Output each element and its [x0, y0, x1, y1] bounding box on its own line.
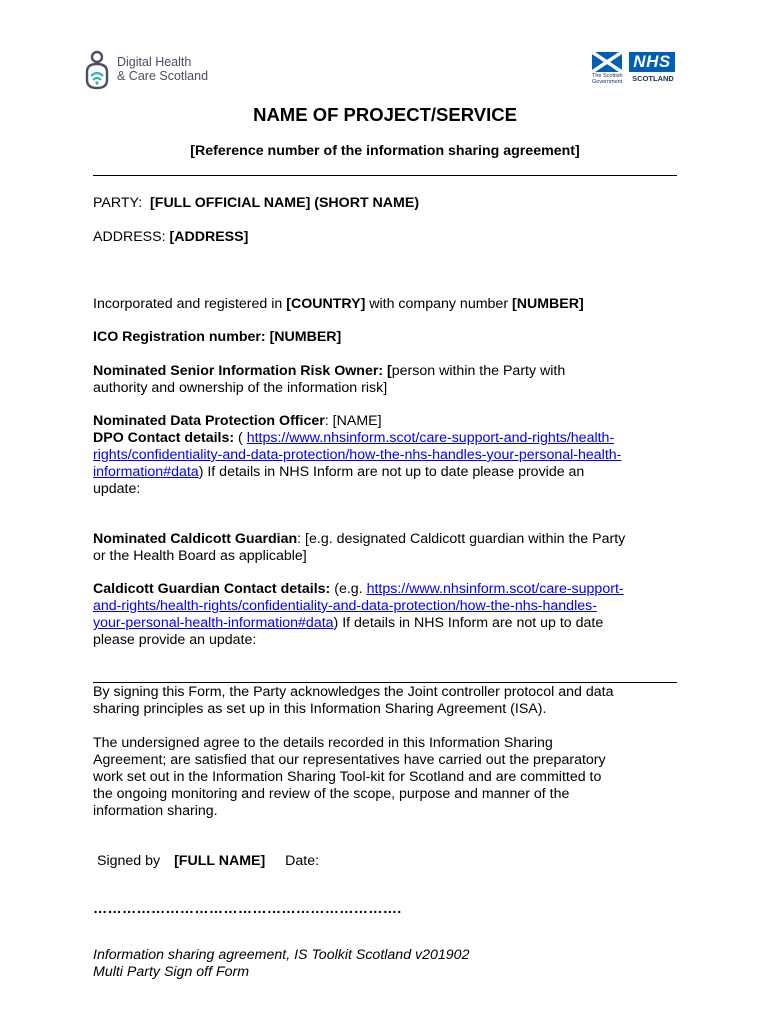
address-value: [ADDRESS] — [169, 229, 249, 245]
dpo-contact-label: DPO Contact details: — [93, 430, 235, 446]
cg-contact-open: (e.g. — [330, 581, 367, 597]
signing-line2: sharing principles as set up in this Information Sharing Agreement (ISA). — [93, 701, 547, 717]
signature-line: ………………………………………………………. — [93, 901, 402, 917]
cg-contact-field — [93, 581, 683, 649]
dpo-field — [93, 413, 683, 498]
address-field — [93, 229, 683, 246]
divider-bottom — [93, 682, 677, 683]
signing-paragraph — [93, 684, 683, 718]
footer-line2: Multi Party Sign off Form — [93, 964, 250, 980]
nhs-logo: NHS — [629, 52, 675, 72]
nhs-scotland-wordmark: SCOTLAND — [632, 74, 674, 83]
undersigned-line2: Agreement; are satisfied that our representatives have carried out the preparatory — [93, 752, 606, 768]
saltire-flag-icon — [592, 52, 622, 72]
dhcs-wordmark-line2: & Care Scotland — [117, 69, 209, 83]
cg-link-part3[interactable]: your-personal-health-information#data — [93, 615, 334, 631]
ico-registration: ICO Registration number: [NUMBER] — [93, 329, 342, 345]
dhcs-person-icon — [82, 50, 112, 90]
caldicott-line2: or the Health Board as applicable] — [93, 548, 307, 564]
page-subtitle: [Reference number of the information sharing agreement] — [190, 143, 580, 159]
document-footer — [93, 947, 683, 981]
party-field — [93, 195, 683, 212]
signed-by-line — [97, 853, 687, 870]
gov-wordmark-line2: Government — [592, 79, 623, 85]
undersigned-line5: information sharing. — [93, 803, 218, 819]
undersigned-paragraph — [93, 735, 683, 820]
signed-by-name: [FULL NAME] — [174, 853, 266, 869]
party-value: [FULL OFFICIAL NAME] (SHORT NAME) — [150, 195, 420, 211]
incorporated-country: [COUNTRY] — [286, 296, 366, 312]
incorporated-middle: with company number — [365, 296, 512, 312]
siro-line1: person within the Party with — [391, 363, 566, 379]
cg-line4: please provide an update: — [93, 632, 257, 648]
dpo-link-part1[interactable]: https://www.nhsinform.scot/care-support-and-rights/health- — [246, 430, 615, 446]
caldicott-label: Nominated Caldicott Guardian — [93, 531, 298, 547]
gov-wordmark-line1: The Scottish — [592, 73, 623, 79]
signed-date-label: Date: — [285, 853, 320, 869]
dpo-after-link: ) If details in NHS Inform are not up to date please provide an — [198, 464, 585, 480]
siro-label: Nominated Senior Information Risk Owner: [ — [93, 363, 392, 379]
dpo-line4: update: — [93, 481, 141, 497]
undersigned-line4: the ongoing monitoring and review of the scope, purpose and manner of the — [93, 786, 570, 802]
gov-nhs-logos — [592, 52, 684, 88]
cg-after-link: ) If details in NHS Inform are not up to date — [333, 615, 604, 631]
scottish-government-wordmark — [592, 73, 626, 85]
dpo-link-part3[interactable]: information#data — [93, 464, 199, 480]
dhcs-wordmark — [117, 55, 208, 83]
cg-contact-label: Caldicott Guardian Contact details: — [93, 581, 331, 597]
address-label: ADDRESS: — [93, 229, 166, 245]
cg-link-part2[interactable]: and-rights/health-rights/confidentiality-and-data-protection/how-the-nhs-handles- — [93, 598, 597, 614]
undersigned-line1: The undersigned agree to the details recorded in this Information Sharing — [93, 735, 553, 751]
dhcs-logo — [82, 50, 222, 90]
dhcs-wordmark-line1: Digital Health — [117, 55, 192, 69]
page-title: NAME OF PROJECT/SERVICE — [253, 104, 517, 125]
dpo-value: : [NAME] — [324, 413, 382, 429]
caldicott-line1: : [e.g. designated Caldicott guardian within the Party — [297, 531, 626, 547]
dpo-label: Nominated Data Protection Officer — [93, 413, 325, 429]
undersigned-line3: work set out in the Information Sharing Tool-kit for Scotland and are committed to — [93, 769, 602, 785]
dpo-link-part2[interactable]: rights/confidentiality-and-data-protection/how-the-nhs-handles-your-personal-health- — [93, 447, 622, 463]
party-label: PARTY: — [93, 195, 143, 211]
signing-line1: By signing this Form, the Party acknowledges the Joint controller protocol and data — [93, 684, 614, 700]
siro-field — [93, 363, 683, 397]
footer-line1: Information sharing agreement, IS Toolkit Scotland v201902 — [93, 947, 470, 963]
cg-link-part1[interactable]: https://www.nhsinform.scot/care-support- — [366, 581, 624, 597]
dpo-contact-open: ( — [234, 430, 247, 446]
incorporated-prefix: Incorporated and registered in — [93, 296, 287, 312]
divider-top — [93, 175, 677, 176]
incorporated-number: [NUMBER] — [511, 296, 584, 312]
signed-by-label: Signed by — [97, 853, 161, 869]
siro-line2: authority and ownership of the information risk] — [93, 380, 388, 396]
incorporated-statement — [93, 296, 683, 313]
caldicott-field — [93, 531, 683, 565]
